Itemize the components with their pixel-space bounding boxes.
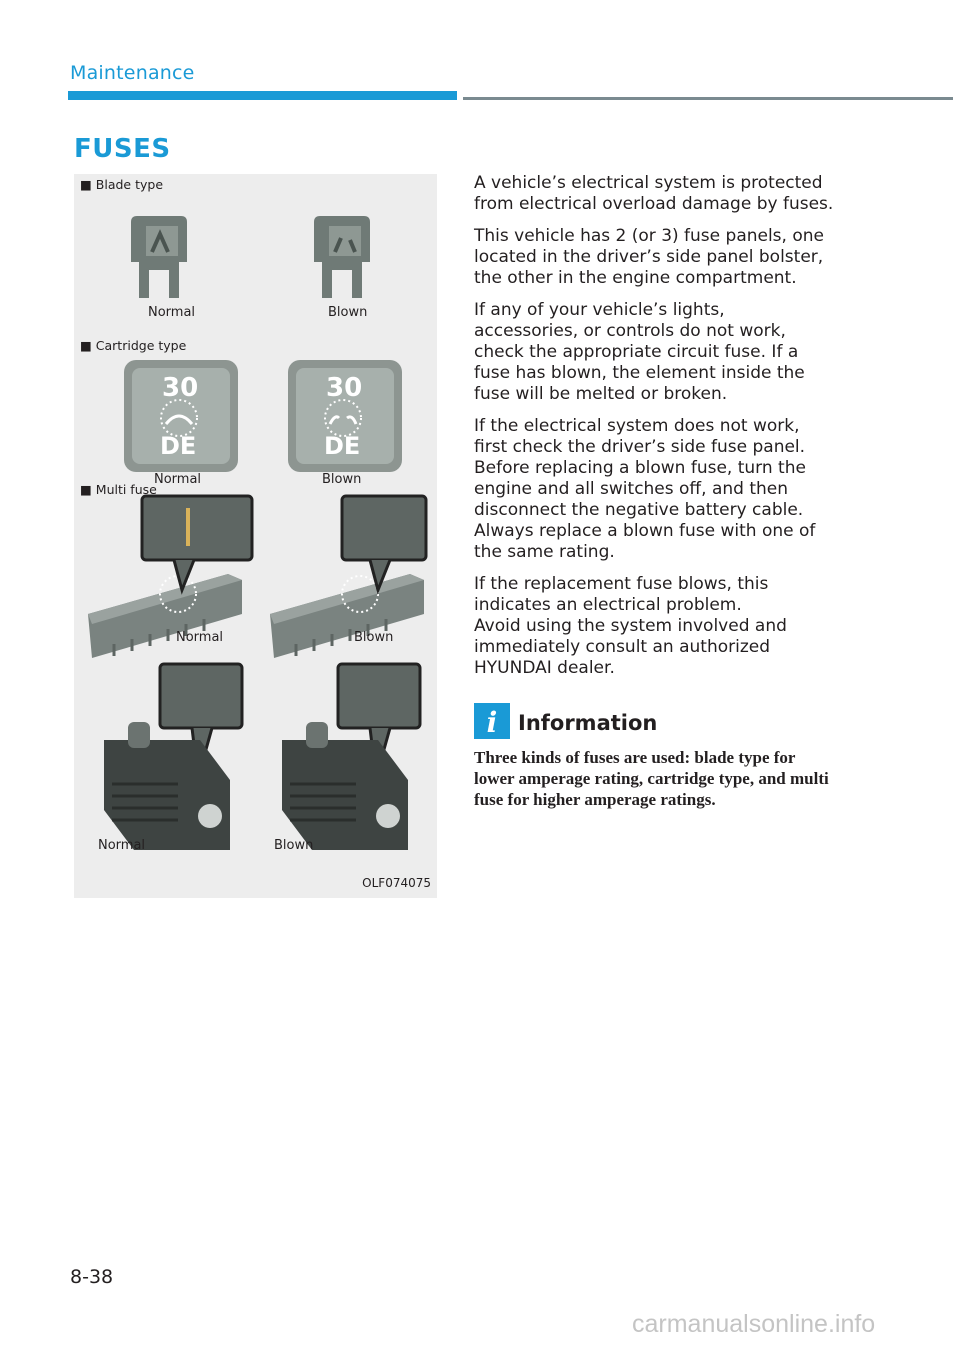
block-blown-caption: Blown	[274, 838, 314, 853]
multi-blown-caption: Blown	[354, 630, 394, 645]
cartridge-normal-mark-1: 30	[162, 373, 199, 403]
blade-type-label: ■ Blade type	[80, 177, 164, 192]
header-bar-gray	[463, 97, 953, 100]
cartridge-blown-mark-2: DE	[324, 432, 361, 460]
header-section-title: Maintenance	[70, 62, 195, 84]
header-bar-blue	[68, 91, 457, 100]
blade-blown-caption: Blown	[328, 305, 368, 320]
info-title: Information	[518, 711, 658, 735]
multi-fuse-normal	[88, 496, 252, 658]
info-icon-glyph: i	[486, 706, 498, 739]
blade-normal-caption: Normal	[148, 305, 196, 320]
fuse-figure	[74, 174, 437, 898]
watermark: carmanualsonline.info	[632, 1310, 876, 1338]
paragraph-4: If the electrical system does not work, first check the driver’s side fuse panel. Before replacing a blown fuse, turn the engine and all switches off, and then disconnect the negative battery cable. Always replace a blown fuse with one of the same rating.	[474, 416, 816, 562]
paragraph-6: Avoid using the system involved and immediately consult an authorized HYUNDAI dealer.	[474, 616, 787, 678]
cartridge-normal-mark-2: DE	[160, 432, 197, 460]
info-text: Three kinds of fuses are used: blade type for lower amperage rating, cartridge type, and multi fuse for higher amperage ratings.	[474, 748, 829, 809]
cartridge-blown-caption: Blown	[322, 472, 362, 487]
cartridge-normal-caption: Normal	[154, 472, 202, 487]
multi-block-normal	[104, 664, 242, 850]
paragraph-1: A vehicle’s electrical system is protected from electrical overload damage by fuses.	[474, 173, 834, 214]
multi-normal-caption: Normal	[176, 630, 224, 645]
info-icon	[474, 703, 510, 739]
figure-code: OLF074075	[362, 876, 431, 890]
paragraph-3: If any of your vehicle’s lights, accessories, or controls do not work, check the appropriate circuit fuse. If a fuse has blown, the element inside the fuse will be melted or broken.	[474, 300, 805, 404]
block-normal-caption: Normal	[98, 838, 146, 853]
page-title: FUSES	[74, 134, 171, 164]
cartridge-blown-mark-1: 30	[326, 373, 363, 403]
multi-fuse-blown	[270, 496, 426, 658]
blade-fuse-blown	[314, 216, 370, 298]
multi-fuse-label: ■ Multi fuse	[80, 482, 157, 497]
fuse-illustration	[74, 174, 437, 898]
cartridge-type-label: ■ Cartridge type	[80, 338, 187, 353]
paragraph-5: If the replacement fuse blows, this indicates an electrical problem.	[474, 574, 769, 615]
body-text	[474, 173, 834, 690]
blade-fuse-normal	[131, 216, 187, 298]
multi-block-blown	[282, 664, 420, 850]
page-number: 8-38	[70, 1266, 114, 1288]
paragraph-2: This vehicle has 2 (or 3) fuse panels, one located in the driver’s side panel bolster, the other in the engine compartment.	[474, 226, 824, 288]
